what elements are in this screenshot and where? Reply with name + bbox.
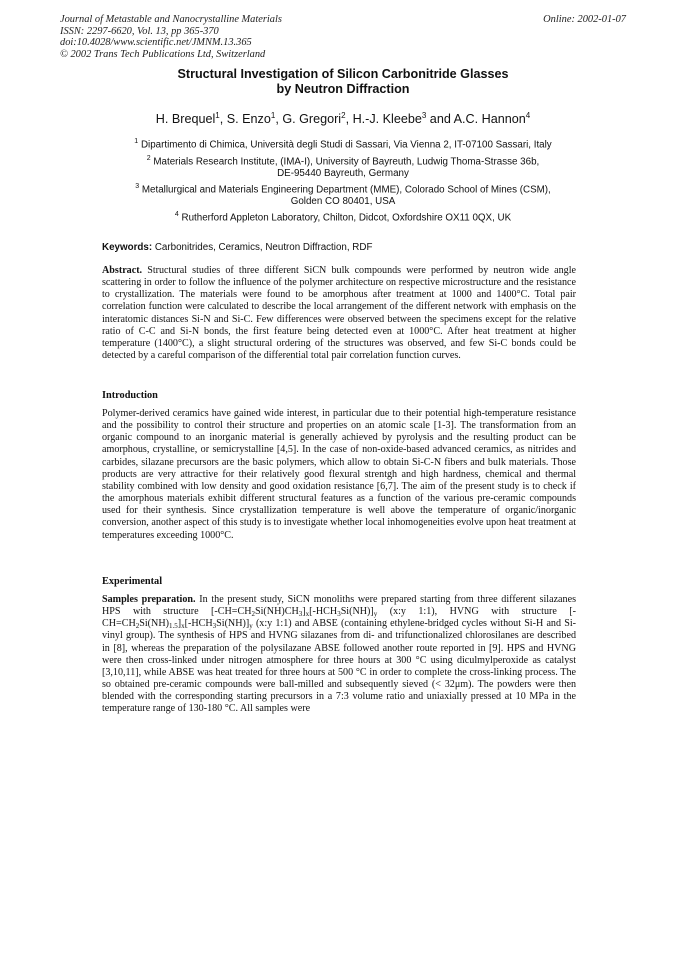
journal-issn: ISSN: 2297-6620, Vol. 13, pp 365-370	[60, 25, 219, 37]
experimental-text: Samples preparation. In the present study, SiCN monoliths were prepared starting from three different silazanes HPS with structure $[-CH=CH_2Si(NH)CH_3]_x[-HCH_3Si(NH)]_y$ (x:y 1:1), HVNG with structure $[-CH=CH_2Si(NH)_{1.5}]_x[-HCH_3Si(NH)]_y$ (x:y 1:1) and ABSE (containing ethylene-bridged cycles without Si-H and Si-vinyl group). The synthesis of HPS and HVNG silazanes from di- and trifunctionalized chlorosilanes are described in [8], whereas the preparation of the polysilazane ABSE followed another route reported in [9]. HPS and HVNG were then cross-linked under nitrogen atmosphere for three hours at 300 °C using diculmylperoxide as catalyst [3,10,11], while ABSE was heat treated for three hours at 500 °C in order to complete the cross-linking process. The so obtained pre-ceramic compounds were ball-milled and subsequently sieved (< 32μm). The powders were then blended with the corresponding starting precursors in a 7:3 volume ratio and uniaxially pressed at 10 MPa in the temperature range of 130-180 °C. All samples were	[102, 594, 576, 715]
affiliation-1: $^1$ Dipartimento di Chimica, Università degli Studi di Sassari, Via Vienna 2, IT-07100 Sassari, Italy	[134, 138, 552, 151]
journal-header	[60, 14, 626, 60]
paper-title	[60, 67, 626, 97]
section-heading-experimental: Experimental	[102, 576, 163, 587]
author: H.-J. Kleebe$^3$ and	[352, 111, 454, 127]
abstract-text: Structural studies of three different SiCN bulk compounds were performed by neutron wide angle scattering in order to follow the influence of the polymer architecture on respective microstructure and the resistance to crystallization. The materials were found to be amorphous after treatment at 1000 and 1400°C. Total pair correlation function were calculated to describe the local arrangement of the different network with emphasis on the interatomic distances Si-N and Si-C. Few differences were observed between the specimens except for the relative ratio of C-C and Si-N bonds, the first feature being detected even at 1000°C. After heat treatment at higher temperature (1400°C), a slight structural ordering of the structures was observed, and few Si-C bonds could be detected by a careful comparison of the differential total pair correlation function curves.	[102, 265, 576, 362]
affiliation-2: $^2$ Materials Research Institute, (IMA-I), University of Bayreuth, Ludwig Thoma-Strasse 36b, DE-95440 Bayreuth, Germany	[146, 155, 540, 180]
introduction-text: Polymer-derived ceramics have gained wide interest, in particular due to their potential high-temperature resistance and the possibility to control their structure and properties on an atomic scale [1-3]. The transformation from an organic compound to an inorganic material is generally achieved by pyrolysis and the resulting product can be amorphous, crystalline, or semicrystalline [4,5]. In the case of non-oxide-based advanced ceramics, as nitrides and carbides, silazane precursors are the basic polymers, which allow to obtain Si-C-N fibers and bulk materials. Those products are very attractive for their relatively good flexural strentgh and high hardness, chemical and thermal stability combined with low density and good oxidation resistance [6,7]. The aim of the present study is to check if the amorphous materials exhibit different structural features as a function of the various pre-ceramic compounds used for their synthesis. Since crystallization temperature is well above the temperature of organic/inorganic conversion, another aspect of this study is to investigate whether local inhomogeneities evolve upon heat treatment at temperatures exceeding 1000°C.	[102, 408, 576, 541]
samples-preparation-label: Samples preparation.	[102, 594, 196, 605]
keywords-label: Keywords:	[102, 242, 153, 253]
affiliation-3: $^3$ Metallurgical and Materials Engineering Department (MME), Colorado School of Mines (CSM), Golden CO 80401, USA	[135, 183, 551, 208]
author: G. Gregori$^2$,	[282, 111, 353, 127]
journal-doi: doi:10.4028/www.scientific.net/JMNM.13.365	[60, 37, 252, 49]
author: A.C. Hannon$^4$	[453, 111, 531, 127]
abstract-label: Abstract.	[102, 265, 143, 276]
journal-copyright: © 2002 Trans Tech Publications Ltd, Switzerland	[60, 48, 266, 60]
keywords	[102, 242, 602, 253]
title-line-1: Structural Investigation of Silicon Carbonitride Glasses	[177, 67, 509, 81]
keywords-text: Carbonitrides, Ceramics, Neutron Diffraction, RDF	[154, 242, 373, 253]
abstract	[102, 265, 576, 362]
affiliation-4: $^4$ Rutherford Appleton Laboratory, Chilton, Didcot, Oxfordshire OX11 0QX, UK	[174, 211, 512, 224]
author-list	[60, 111, 626, 126]
online-date: Online: 2002-01-07	[543, 14, 626, 25]
author: H. Brequel$^1$,	[155, 111, 227, 127]
journal-name: Journal of Metastable and Nanocrystalline Materials	[60, 14, 282, 25]
author: S. Enzo$^1$,	[226, 111, 283, 127]
section-heading-introduction: Introduction	[102, 390, 158, 401]
title-line-2: by Neutron Diffraction	[276, 82, 410, 96]
